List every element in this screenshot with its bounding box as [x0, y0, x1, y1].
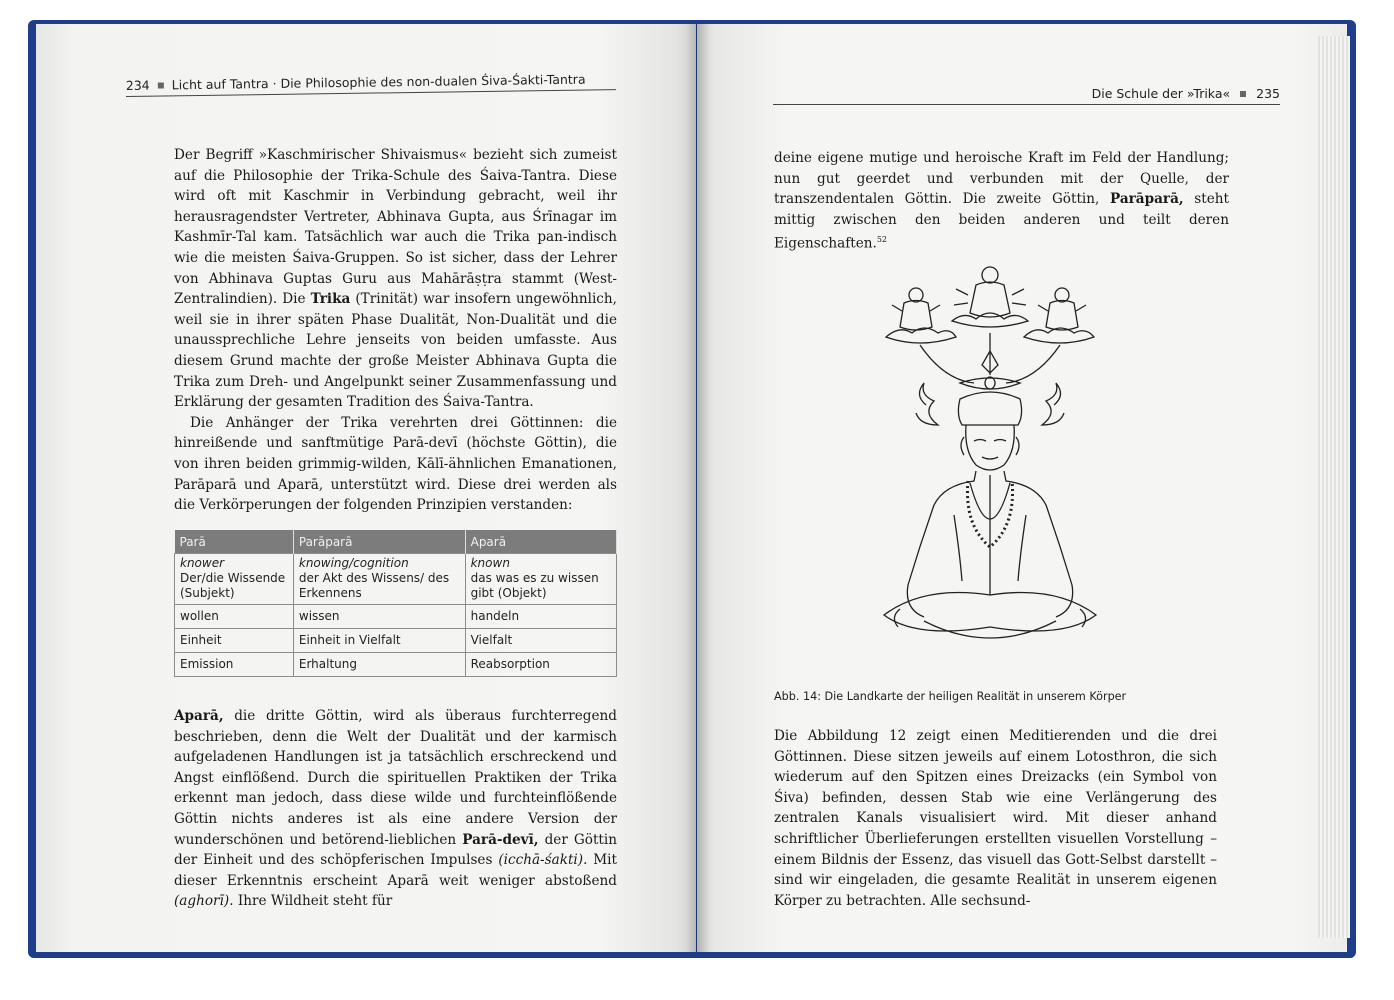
paragraph-trika-intro: Der Begriff »Kaschmirischer Shivaismus« bezieht sich zumeist auf die Philosophie der Trika-Schule des Śaiva-Tantra. Diese wird oft mit Kaschmir in Verbindung gebracht, weil ihr herausragendster Vertreter, Abhinava Gupta, aus Śrīnagar im Kashmīr-Tal kam. Tatsächlich war auch die Trika pan-indisch wie die meisten Śaiva-Gruppen. So ist sicher, dass der Lehrer von Abhinava Guptas Guru aus Mahārāṣṭra stammt (West-Zentralindien). Die Trika (Trinität) war insofern ungewöhnlich, weil sie in ihrer späten Phase Dualität, Non-Dualität und die unaussprechliche Lehre jenseits von beiden umfasste. Aus diesem Grund machte der große Meister Abhinava Gupta die Trika zum Dreh- und Angelpunkt seiner Zusammenfassung und Erklärung der gesamten Tradition des Śaiva-Tantra. [174, 147, 617, 411]
table-row [175, 629, 617, 653]
page-edges [1318, 36, 1350, 938]
table-row [175, 653, 617, 677]
table-cell: knower Der/die Wissende (Subjekt) [175, 554, 294, 605]
left-body-top [174, 145, 617, 516]
paragraph-courage: deine eigene mutige und heroische Kraft im Feld der Handlung; nun gut geerdet und verbunden mit der Quelle, der transzendentalen Göttin. Die zweite Göttin, Parāparā, steht mittig zwischen den beiden anderen und teilt deren Eigenschaften.$^{52}$ [774, 150, 1229, 252]
left-header-title: Licht auf Tantra · Die Philosophie des non-dualen Śiva-Śakti-Tantra [171, 71, 586, 93]
paragraph-goddesses: Die Anhänger der Trika verehrten drei Göttinnen: die hinreißende und sanftmütige Parā-devī (höchste Göttin), die von ihren beiden grimmig-wilden, Kālī-ähnlichen Emanationen, Parāparā und Aparā, unterstützt wird. Diese drei werden als die Verkörperungen der folgenden Prinzipien verstanden: [174, 414, 617, 514]
table-header-cell: Parāparā [293, 530, 465, 554]
square-bullet-icon [158, 82, 164, 88]
table-cell: wissen [293, 605, 465, 629]
principles-table [174, 530, 617, 677]
meditator-head [958, 392, 1021, 470]
right-body-bottom [774, 726, 1217, 911]
table-header-row [175, 530, 617, 554]
table-cell: Erhaltung [293, 653, 465, 677]
meditating-figure-illustration [864, 255, 1116, 665]
goddess-center-figure [952, 267, 1028, 327]
table-cell: Reabsorption [465, 653, 616, 677]
book-gutter [686, 24, 710, 952]
footnote-marker: 52 [876, 235, 888, 245]
table-row [175, 554, 617, 605]
table-cell: wollen [175, 605, 294, 629]
table-cell: Emission [175, 653, 294, 677]
goddess-right-figure [1024, 288, 1094, 343]
table-header-cell: Aparā [465, 530, 616, 554]
right-page-number: 235 [1256, 86, 1280, 101]
left-body-bottom [174, 706, 617, 912]
right-body-top [774, 148, 1229, 255]
table-cell: Einheit in Vielfalt [293, 629, 465, 653]
table-cell: handeln [465, 605, 616, 629]
right-header-title: Die Schule der »Trika« [1091, 86, 1231, 101]
figure-caption: Abb. 14: Die Landkarte der heiligen Realität in unserem Körper [774, 690, 1127, 703]
table-row [175, 605, 617, 629]
header-rule [773, 104, 1280, 105]
table-cell: known das was es zu wissen gibt (Objekt) [465, 554, 616, 605]
table-cell: Vielfalt [465, 629, 616, 653]
square-bullet-icon [1240, 91, 1246, 97]
flame-left-icon [916, 383, 938, 425]
goddess-left-figure [886, 288, 956, 343]
table-header-cell: Parā [175, 530, 294, 554]
paragraph-abbildung: Die Abbildung 12 zeigt einen Meditierenden und die drei Göttinnen. Diese sitzen jeweils auf einem Lotosthron, die sich wiederum auf den Spitzen eines Dreizacks (ein Symbol von Śiva) befinden, dessen Stab wie eine Verlängerung des zentralen Kanals visualisiert wird. Mit dieser anhand schriftlicher Überlieferungen erstellten visuellen Vorstellung – einem Bildnis der Essenz, das visuell das Gott-Selbst darstellt – sind wir eingeladen, die gesamte Realität in unserem eigenen Körper zu betrachten. Alle sechsund- [774, 728, 1217, 909]
paragraph-apara: Aparā, die dritte Göttin, wird als überaus furchterregend beschrieben, denn die Welt der Dualität und der karmisch aufgeladenen Handlungen ist ja tatsächlich erschreckend und Angst einflößend. Durch die spirituellen Praktiken der Trika erkennt man jedoch, dass diese wilde und furchteinflößende Göttin nichts anderes ist als eine andere Version der wunderschönen und betörend-lieblichen Parā-devī, der Göttin der Einheit und des schöpferischen Impulses (icchā-śakti). Mit dieser Erkenntnis erscheint Aparā weit weniger abstoßend (aghorī). Ihre Wildheit steht für [174, 708, 617, 910]
flame-right-icon [1042, 383, 1064, 425]
table-cell: Einheit [175, 629, 294, 653]
table-cell: knowing/cognition der Akt des Wissens/ des Erkennens [293, 554, 465, 605]
meditator-body [884, 471, 1096, 638]
left-page-number: 234 [125, 77, 150, 94]
right-running-head [773, 86, 1280, 105]
